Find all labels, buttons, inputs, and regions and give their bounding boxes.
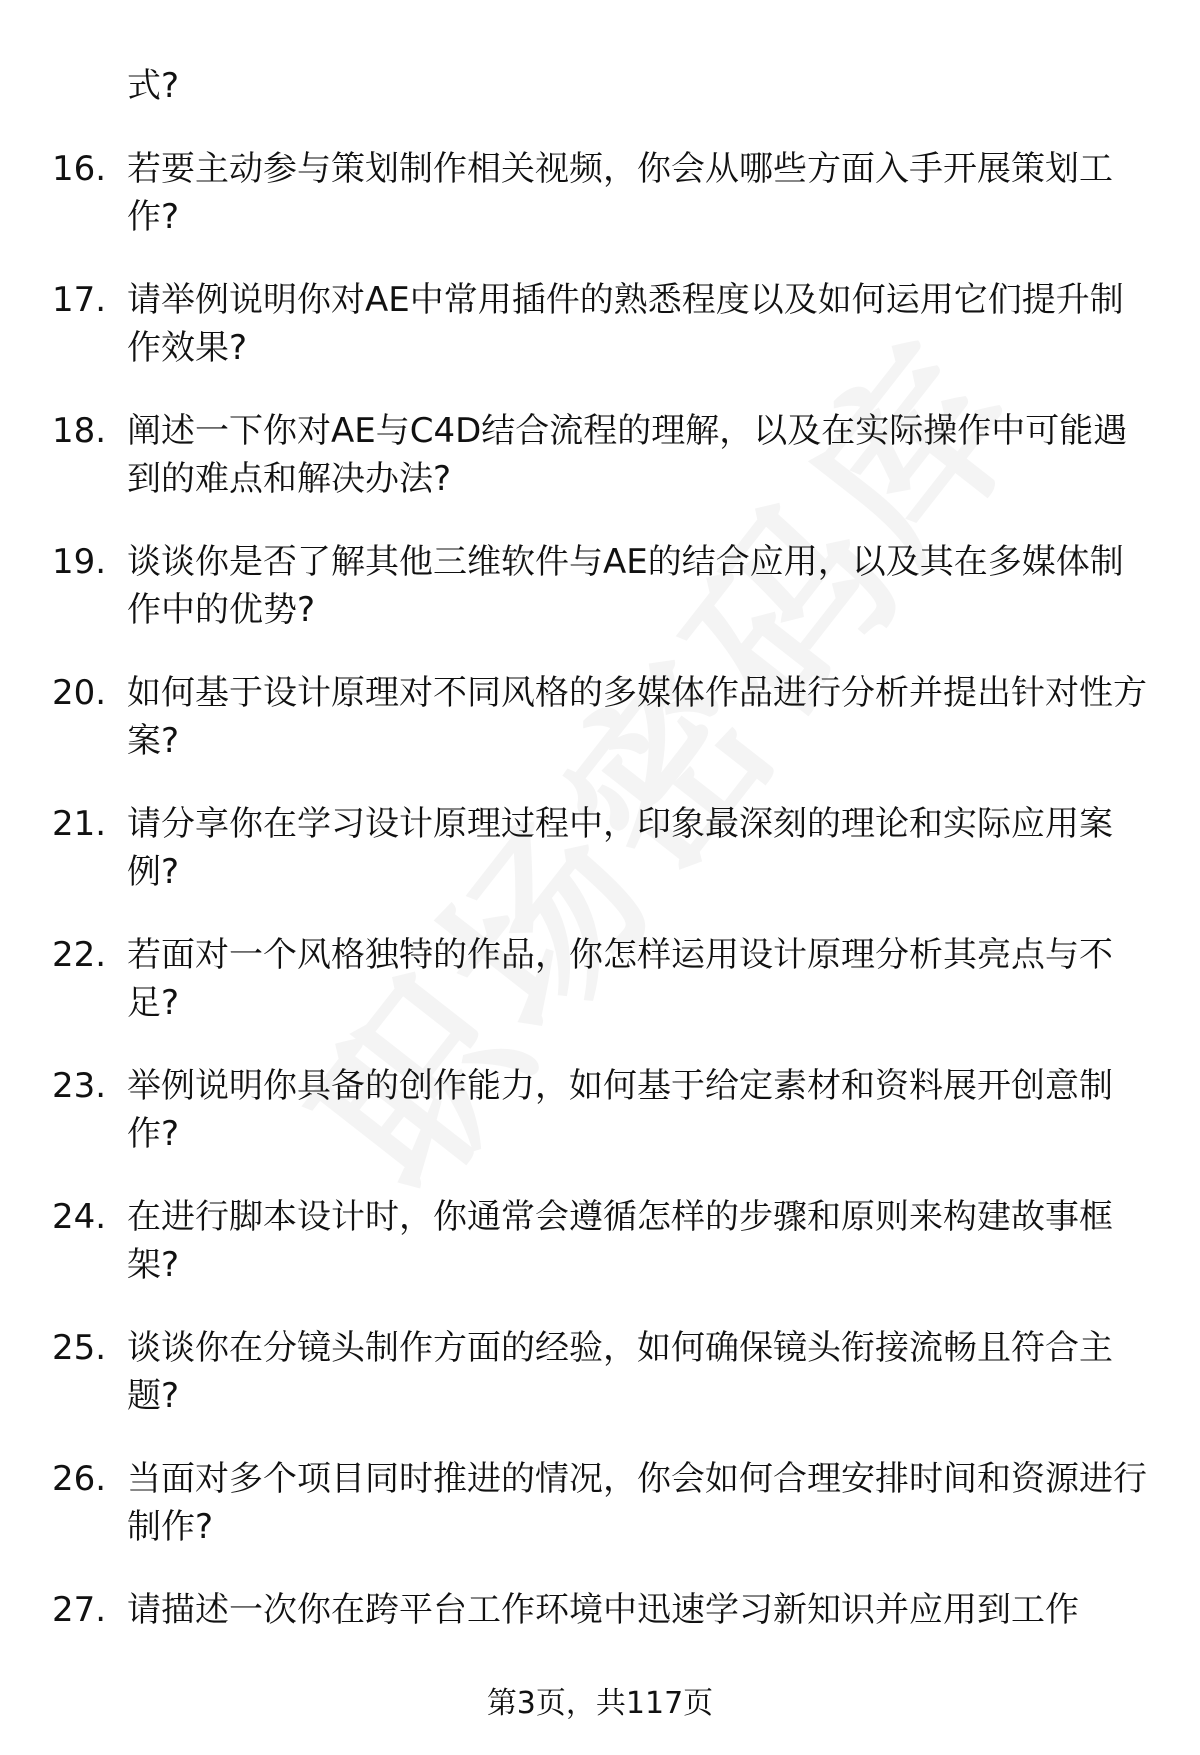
question-text: 在进行脚本设计时，你通常会遵循怎样的步骤和原则来构建故事框架? <box>127 1197 1113 1285</box>
question-item <box>0 931 1200 1062</box>
question-item <box>0 1455 1200 1586</box>
question-item <box>0 669 1200 800</box>
question-number: 19. <box>52 542 107 582</box>
question-number: 25. <box>52 1328 107 1368</box>
question-number: 27. <box>52 1590 107 1630</box>
question-item <box>0 1062 1200 1193</box>
question-text: 若要主动参与策划制作相关视频，你会从哪些方面入手开展策划工作? <box>127 149 1113 237</box>
question-text: 若面对一个风格独特的作品，你怎样运用设计原理分析其亮点与不足? <box>127 935 1113 1023</box>
question-item <box>0 407 1200 538</box>
question-text: 谈谈你是否了解其他三维软件与AE的结合应用，以及其在多媒体制作中的优势? <box>127 542 1124 630</box>
question-number: 26. <box>52 1459 107 1499</box>
page-footer: 第3页，共117页 <box>486 1686 714 1721</box>
question-item <box>0 276 1200 407</box>
question-text: 举例说明你具备的创作能力，如何基于给定素材和资料展开创意制作? <box>127 1066 1113 1154</box>
question-number: 23. <box>52 1066 107 1106</box>
question-item <box>0 800 1200 931</box>
question-number: 24. <box>52 1197 107 1237</box>
question-item <box>0 538 1200 669</box>
question-list <box>0 145 1200 1717</box>
question-text: 阐述一下你对AE与C4D结合流程的理解，以及在实际操作中可能遇到的难点和解决办法? <box>127 411 1128 499</box>
question-number: 17. <box>52 280 107 320</box>
previous-question-continuation: 式? <box>127 66 180 106</box>
question-text: 当面对多个项目同时推进的情况，你会如何合理安排时间和资源进行制作? <box>127 1459 1147 1547</box>
question-text: 请描述一次你在跨平台工作环境中迅速学习新知识并应用到工作 <box>127 1590 1079 1630</box>
question-text: 谈谈你在分镜头制作方面的经验，如何确保镜头衔接流畅且符合主题? <box>127 1328 1113 1416</box>
question-number: 21. <box>52 804 107 844</box>
question-item <box>0 145 1200 276</box>
question-number: 16. <box>52 149 107 189</box>
question-number: 20. <box>52 673 107 713</box>
question-number: 22. <box>52 935 107 975</box>
question-number: 18. <box>52 411 107 451</box>
question-text: 请举例说明你对AE中常用插件的熟悉程度以及如何运用它们提升制作效果? <box>127 280 1124 368</box>
question-text: 如何基于设计原理对不同风格的多媒体作品进行分析并提出针对性方案? <box>127 673 1147 761</box>
question-item <box>0 1193 1200 1324</box>
question-text: 请分享你在学习设计原理过程中，印象最深刻的理论和实际应用案例? <box>127 804 1113 892</box>
question-item <box>0 1324 1200 1455</box>
